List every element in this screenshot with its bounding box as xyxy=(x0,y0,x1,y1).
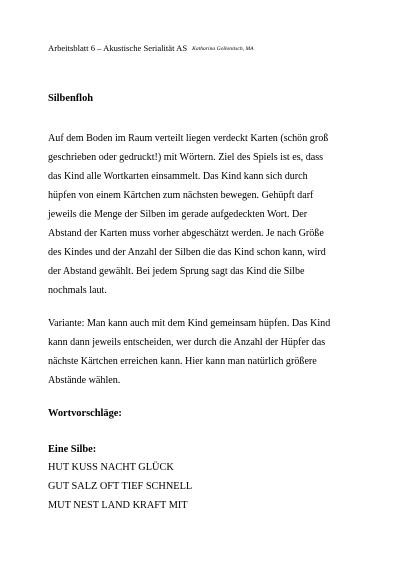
paragraph-line: nächste Kärtchen erreichen kann. Hier kann man natürlich größere xyxy=(48,356,317,367)
word-list-line: MUT NEST LAND KRAFT MIT xyxy=(48,500,188,511)
word-list-line: GUT SALZ OFT TIEF SCHNELL xyxy=(48,481,193,492)
paragraph-line: geschrieben oder gedruckt!) mit Wörtern. Ziel des Spiels ist es, dass xyxy=(48,152,324,163)
paragraph-line: Abstand der Karten muss vorher abgeschätzt werden. Je nach Größe xyxy=(48,228,324,239)
paragraph-line: das Kind alle Wortkarten einsammelt. Das Kind kann sich durch xyxy=(48,171,308,182)
page-title: Silbenfloh xyxy=(48,93,94,104)
header-author: Katharina Gollonitsch, MA xyxy=(192,46,254,52)
paragraph-line: Variante: Man kann auch mit dem Kind gemeinsam hüpfen. Das Kind xyxy=(48,318,331,329)
paragraph-line: Auf dem Boden im Raum verteilt liegen verdeckt Karten (schön groß xyxy=(48,133,329,144)
section-heading: Wortvorschläge: xyxy=(48,408,122,419)
paragraph-line: Abstände wählen. xyxy=(48,375,121,386)
paragraph-line: hüpfen von einem Kärtchen zum nächsten bewegen. Gehüpft darf xyxy=(48,190,314,201)
word-list-line: HUT KUSS NACHT GLÜCK xyxy=(48,462,174,473)
header-title: Arbeitsblatt 6 – Akustische Serialität AS xyxy=(48,43,188,53)
paragraph-line: der Abstand gewählt. Bei jedem Sprung sagt das Kind die Silbe xyxy=(48,266,305,277)
paragraph-line: nochmals laut. xyxy=(48,285,107,296)
paragraph-line: des Kindes und der Anzahl der Silben die das Kind schon kann, wird xyxy=(48,247,326,258)
paragraph-line: jeweils die Menge der Silben im gerade aufgedeckten Wort. Der xyxy=(48,209,308,220)
subsection-heading: Eine Silbe: xyxy=(48,444,97,455)
paragraph-line: kann dann jeweils entscheiden, wer durch die Anzahl der Hüpfer das xyxy=(48,337,326,348)
page-header xyxy=(48,43,254,53)
